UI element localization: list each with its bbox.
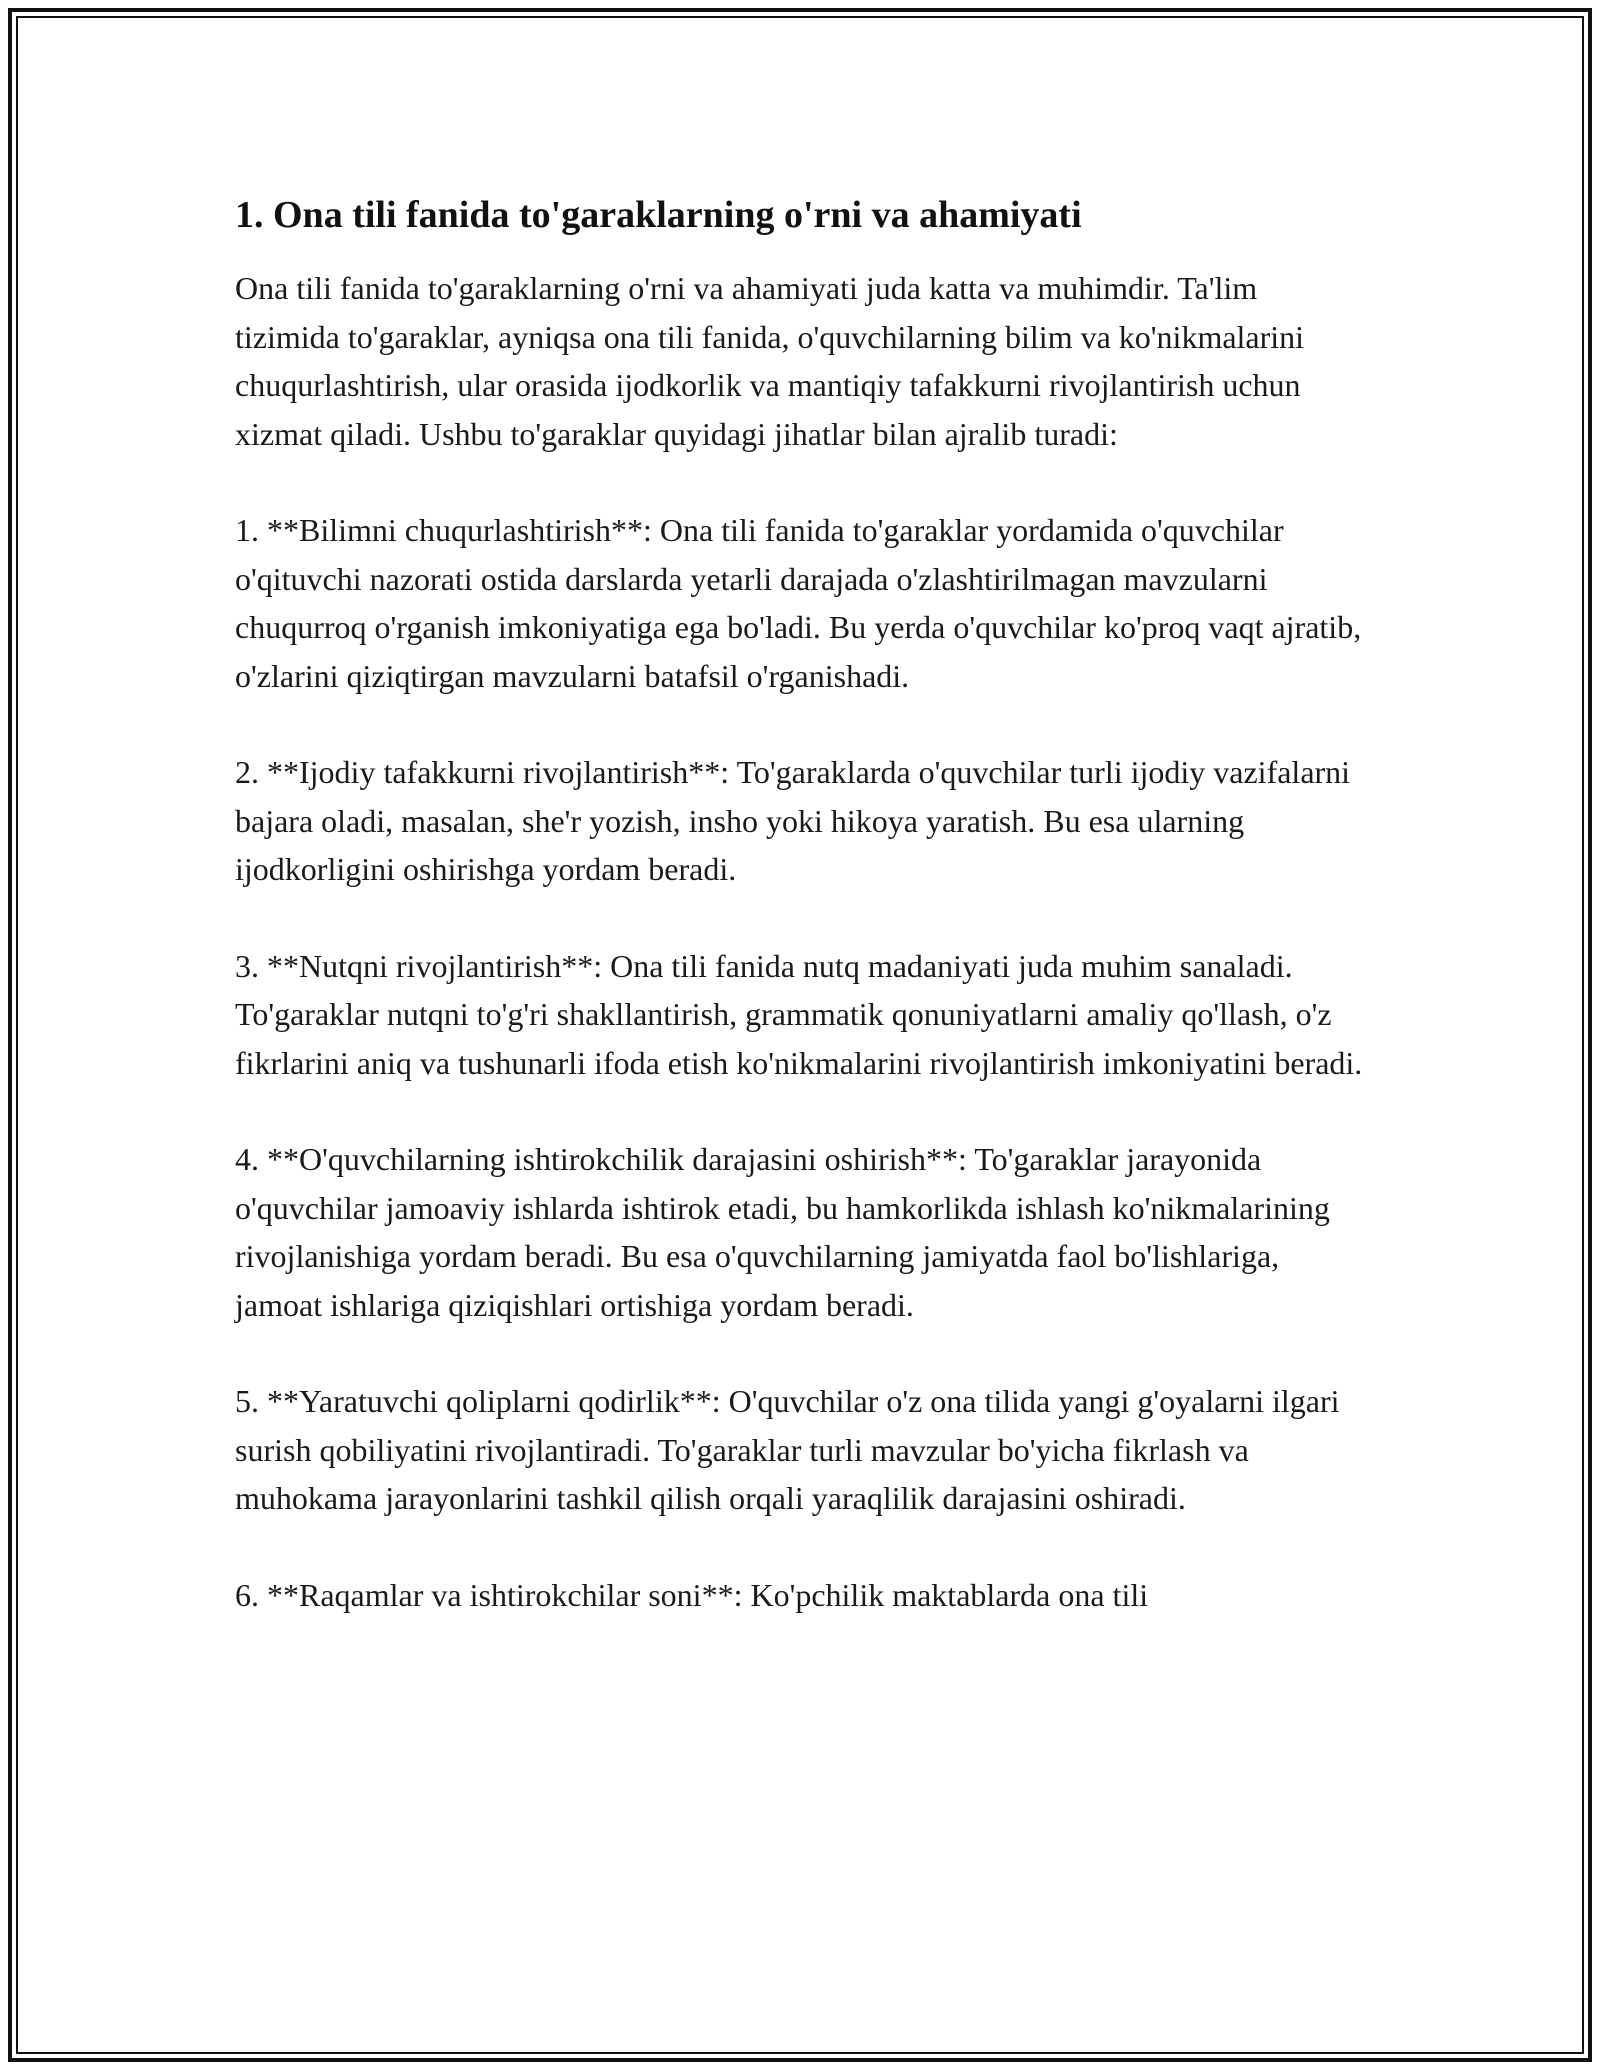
list-item-6: 6. **Raqamlar va ishtirokchilar soni**: Ko'pchilik maktablarda ona tili	[235, 1576, 1149, 1613]
list-item-2: 2. **Ijodiy tafakkurni rivojlantirish**: To'garaklarda o'quvchilar turli ijodiy vazifalarni bajara oladi, masalan, she'r yozish, insho yoki hikoya yaratish. Bu esa ularning ijodkorligini oshirishga yordam beradi.	[235, 754, 1351, 887]
list-item-5: 5. **Yaratuvchi qoliplarni qodirlik**: O'quvchilar o'z ona tilida yangi g'oyalarni ilgari surish qobiliyatini rivojlantiradi. To'garaklar turli mavzular bo'yicha fikrlash va muhokama jarayonlarini tashkil qilish orqali yaraqlilik darajasini oshiradi.	[235, 1383, 1340, 1516]
section-heading: 1. Ona tili fanida to'garaklarning o'rni va ahamiyati	[235, 194, 1082, 236]
list-item-4: 4. **O'quvchilarning ishtirokchilik darajasini oshirish**: To'garaklar jarayonida o'quvchilar jamoaviy ishlarda ishtirok etadi, bu hamkorlikda ishlash ko'nikmalarining rivojlanishiga yordam beradi. Bu esa o'quvchilarning jamiyatda faol bo'lishlariga, jamoat ishlariga qiziqishlari ortishiga yordam beradi.	[235, 1141, 1330, 1323]
intro-paragraph: Ona tili fanida to'garaklarning o'rni va ahamiyati juda katta va muhimdir. Ta'lim tizimida to'garaklar, ayniqsa ona tili fanida, o'quvchilarning bilim va ko'nikmalarini chuqurlashtirish, ular orasida ijodkorlik va mantiqiy tafakkurni rivojlantirish uchun xizmat qiladi. Ushbu to'garaklar quyidagi jihatlar bilan ajralib turadi:	[235, 270, 1305, 452]
list-item-1: 1. **Bilimni chuqurlashtirish**: Ona tili fanida to'garaklar yordamida o'quvchilar o'qituvchi nazorati ostida darslarda yetarli darajada o'zlashtirilmagan mavzularni chuqurroq o'rganish imkoniyatiga ega bo'ladi. Bu yerda o'quvchilar ko'proq vaqt ajratib, o'zlarini qiziqtirgan mavzularni batafsil o'rganishadi.	[235, 512, 1362, 694]
document-body	[235, 186, 1365, 1667]
list-item-3: 3. **Nutqni rivojlantirish**: Ona tili fanida nutq madaniyati juda muhim sanaladi. To'garaklar nutqni to'g'ri shakllantirish, grammatik qonuniyatlarni amaliy qo'llash, o'z fikrlarini aniq va tushunarli ifoda etish ko'nikmalarini rivojlantirish imkoniyatini beradi.	[235, 947, 1363, 1081]
